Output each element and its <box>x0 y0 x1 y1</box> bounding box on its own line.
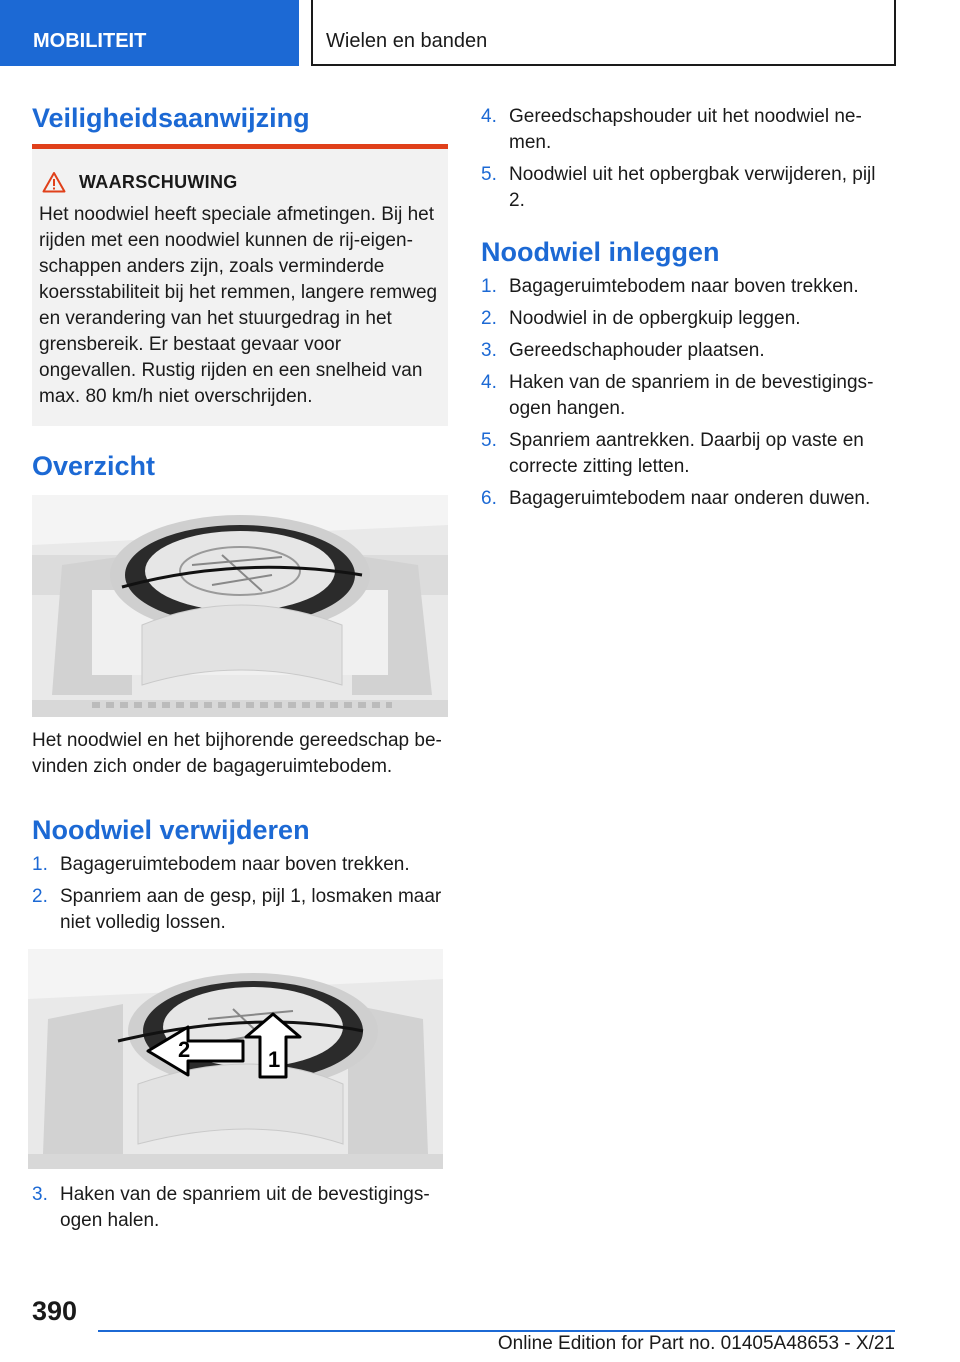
list-item <box>481 274 881 300</box>
step-text: Haken van de spanriem uit de bevestigingsogen halen. <box>60 1184 430 1231</box>
footer-edition: Online Edition for Part no. 01405A48653 - X/21 <box>497 1333 895 1354</box>
list-item <box>481 104 881 156</box>
remove-steps-b <box>32 1182 452 1240</box>
step-text: Spanriem aantrekken. Daarbij op vaste en correcte zitting letten. <box>509 430 864 477</box>
list-item <box>32 884 452 936</box>
overview-caption: Het noodwiel en het bijhorende gereedschap bevinden zich onder de bagageruimtebodem. <box>32 730 442 777</box>
step-number: 4. <box>481 372 497 393</box>
trunk-spare-wheel-image <box>32 495 448 717</box>
step-text: Noodwiel in de opbergkuip leggen. <box>509 308 801 329</box>
strap-release-image <box>28 949 443 1169</box>
remove-steps-a <box>32 852 452 942</box>
footer-divider <box>98 1330 895 1332</box>
remove-steps-c <box>481 104 881 220</box>
warning-label: WAARSCHUWING <box>79 171 238 192</box>
step-text: Noodwiel uit het opbergbak verwijderen, pijl 2. <box>509 164 876 211</box>
step-text: Bagageruimtebodem naar boven trekken. <box>509 276 859 297</box>
step-text: Haken van de spanriem in de bevestigingsogen hangen. <box>509 372 874 419</box>
step-number: 3. <box>32 1184 48 1205</box>
arrow-1-label: 1 <box>268 1047 281 1072</box>
safety-heading: Veiligheidsaanwijzing <box>32 103 310 133</box>
list-item <box>481 306 881 332</box>
step-number: 6. <box>481 488 497 509</box>
remove-heading: Noodwiel verwijderen <box>32 815 310 845</box>
list-item <box>481 162 881 214</box>
insert-heading: Noodwiel inleggen <box>481 237 720 267</box>
step-number: 2. <box>481 308 497 329</box>
step-number: 1. <box>481 276 497 297</box>
warning-triangle-icon <box>42 171 66 193</box>
list-item <box>32 1182 452 1234</box>
chapter-tab: Wielen en banden <box>311 0 896 66</box>
step-number: 5. <box>481 430 497 451</box>
step-number: 4. <box>481 106 497 127</box>
step-number: 3. <box>481 340 497 361</box>
page-number: 390 <box>32 1296 78 1326</box>
section-tab: MOBILITEIT <box>0 0 299 66</box>
step-text: Bagageruimtebodem naar boven trekken. <box>60 854 410 875</box>
list-item <box>481 338 881 364</box>
warning-text: Het noodwiel heeft speciale afmetingen. Bij het rijden met een noodwiel kunnen de rij-eigenschappen anders zijn, zoals verminderde koersstabiliteit bij het remmen, langere remweg en verandering van het stuurgedrag in het grensbereik. Er bestaat gevaar voor ongevallen. Rustig rijden en een snelheid van max. 80 km/h niet overschrijden. <box>39 204 438 407</box>
step-number: 2. <box>32 886 48 907</box>
step-text: Bagageruimtebodem naar onderen duwen. <box>509 488 871 509</box>
warning-header <box>42 171 440 193</box>
step-text: Gereedschapshouder uit het noodwiel nemen. <box>509 106 862 153</box>
step-number: 1. <box>32 854 48 875</box>
list-item <box>481 486 881 512</box>
overview-heading: Overzicht <box>32 451 156 481</box>
arrow-2-label: 2 <box>178 1037 191 1062</box>
insert-steps <box>481 274 881 518</box>
list-item <box>32 852 452 878</box>
list-item <box>481 370 881 422</box>
warning-box <box>32 144 448 426</box>
list-item <box>481 428 881 480</box>
step-text: Spanriem aan de gesp, pijl 1, losmaken maar niet volledig lossen. <box>60 886 442 933</box>
step-text: Gereedschaphouder plaatsen. <box>509 340 765 361</box>
step-number: 5. <box>481 164 497 185</box>
